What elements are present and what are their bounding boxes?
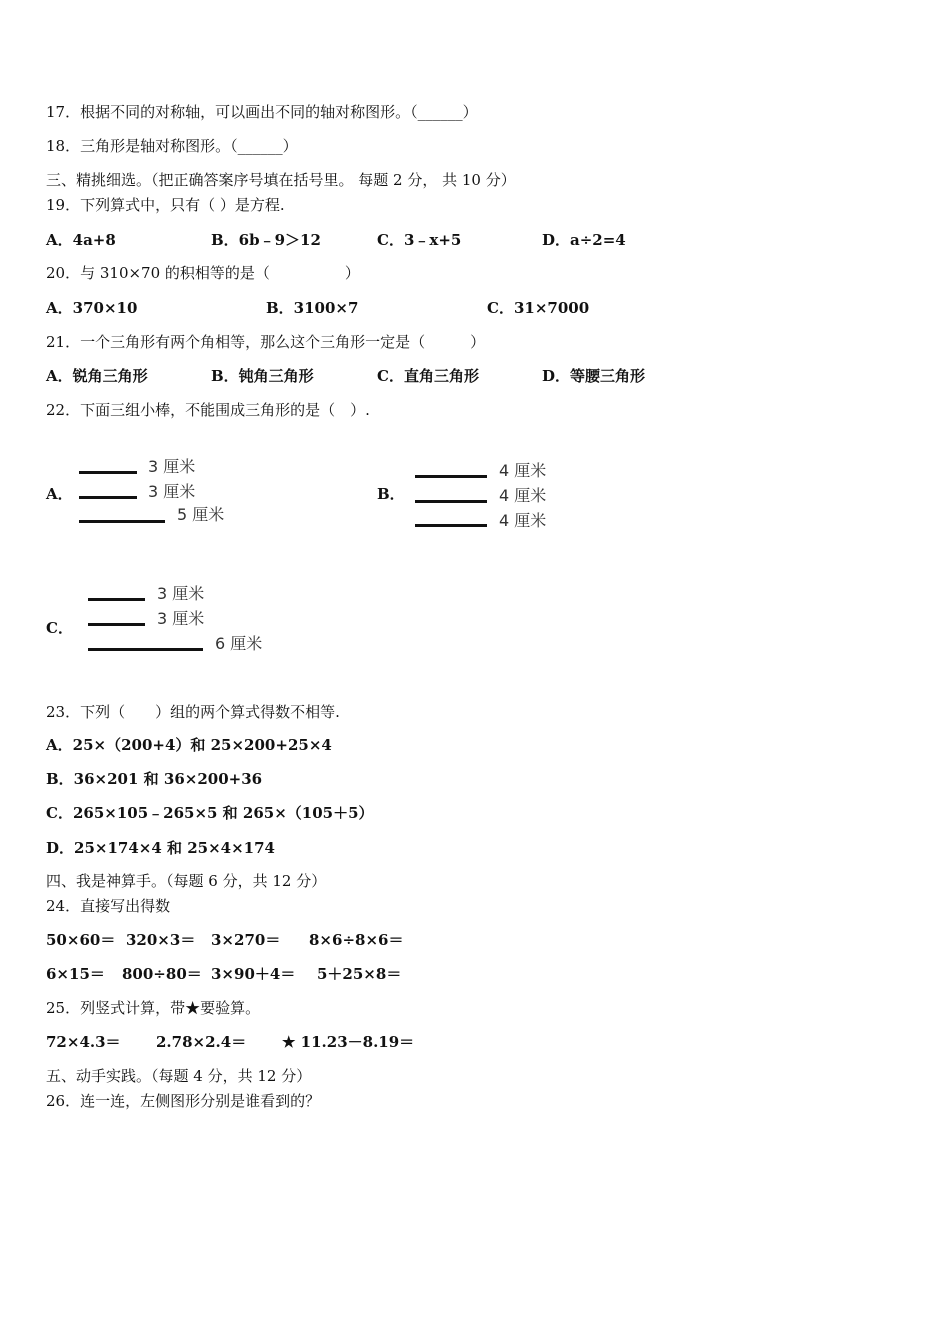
q22-group-c-label: C． bbox=[46, 619, 73, 637]
q20-option-c: C．31×7000 bbox=[487, 299, 590, 317]
q18: 18．三角形是轴对称图形。（______） bbox=[46, 137, 298, 155]
stick-b2 bbox=[415, 500, 487, 503]
stick-c3 bbox=[88, 648, 203, 651]
q19-option-c: C．3﹣x+5 bbox=[377, 231, 462, 249]
stick-c3-label: 6 厘米 bbox=[215, 634, 263, 653]
q25-item-2: 2.78×2.4＝ bbox=[156, 1033, 247, 1051]
q22-group-b-label: B． bbox=[377, 485, 405, 503]
q24-stem: 24．直接写出得数 bbox=[46, 897, 171, 915]
stick-a1-label: 3 厘米 bbox=[148, 457, 196, 476]
stick-a3 bbox=[79, 520, 165, 523]
stick-b3-label: 4 厘米 bbox=[499, 511, 547, 530]
q22-stem: 22．下面三组小棒，不能围成三角形的是（ ）. bbox=[46, 401, 370, 419]
q21-stem: 21．一个三角形有两个角相等，那么这个三角形一定是（ ） bbox=[46, 333, 486, 351]
q25-item-3: ★ 11.23－8.19＝ bbox=[282, 1033, 415, 1051]
q25-stem: 25．列竖式计算，带★要验算。 bbox=[46, 999, 261, 1017]
stick-a1 bbox=[79, 471, 137, 474]
section-5-title: 五、动手实践。（每题 4 分，共 12 分） bbox=[46, 1067, 312, 1085]
q24-r2-3: 3×90＋4＝ bbox=[211, 965, 296, 983]
q20-option-a: A．370×10 bbox=[46, 299, 138, 317]
q24-r1-3: 3×270＝ bbox=[211, 931, 281, 949]
q20-option-b: B．3100×7 bbox=[266, 299, 359, 317]
q23-option-c: C．265×105﹣265×5 和 265×（105＋5） bbox=[46, 804, 374, 822]
q25-item-1: 72×4.3＝ bbox=[46, 1033, 121, 1051]
q24-r2-2: 800÷80＝ bbox=[122, 965, 202, 983]
stick-b3 bbox=[415, 524, 487, 527]
q24-r1-2: 320×3＝ bbox=[126, 931, 196, 949]
stick-a2-label: 3 厘米 bbox=[148, 482, 196, 501]
q21-option-c: C．直角三角形 bbox=[377, 367, 479, 385]
section-4-title: 四、我是神算手。（每题 6 分，共 12 分） bbox=[46, 872, 327, 890]
q24-r2-1: 6×15＝ bbox=[46, 965, 105, 983]
stick-b1-label: 4 厘米 bbox=[499, 461, 547, 480]
section-3-title: 三、精挑细选。（把正确答案序号填在括号里。 每题 2 分， 共 10 分） bbox=[46, 171, 516, 189]
q23-stem: 23．下列（ ）组的两个算式得数不相等. bbox=[46, 703, 340, 721]
stick-c1-label: 3 厘米 bbox=[157, 584, 205, 603]
stick-a3-label: 5 厘米 bbox=[177, 505, 225, 524]
stick-b2-label: 4 厘米 bbox=[499, 486, 547, 505]
stick-c2 bbox=[88, 623, 145, 626]
q21-option-b: B．钝角三角形 bbox=[211, 367, 314, 385]
q26: 26．连一连，左侧图形分别是谁看到的？ bbox=[46, 1092, 321, 1110]
stick-b1 bbox=[415, 475, 487, 478]
q24-r1-4: 8×6÷8×6＝ bbox=[309, 931, 404, 949]
q21-option-a: A．锐角三角形 bbox=[46, 367, 148, 385]
q21-option-d: D．等腰三角形 bbox=[542, 367, 646, 385]
q23-option-b: B．36×201 和 36×200+36 bbox=[46, 770, 263, 788]
q17: 17．根据不同的对称轴，可以画出不同的轴对称图形。（______） bbox=[46, 103, 478, 121]
q24-r2-4: 5＋25×8＝ bbox=[317, 965, 402, 983]
q19-option-b: B．6b﹣9＞12 bbox=[211, 231, 321, 249]
q23-option-d: D．25×174×4 和 25×4×174 bbox=[46, 839, 275, 857]
q19-option-a: A．4a+8 bbox=[46, 231, 116, 249]
q19-option-d: D．a÷2=4 bbox=[542, 231, 626, 249]
stick-c2-label: 3 厘米 bbox=[157, 609, 205, 628]
q22-group-a-label: A． bbox=[46, 485, 73, 503]
q23-option-a: A．25×（200+4）和 25×200+25×4 bbox=[46, 736, 332, 754]
q24-r1-1: 50×60＝ bbox=[46, 931, 116, 949]
stick-a2 bbox=[79, 496, 137, 499]
stick-c1 bbox=[88, 598, 145, 601]
q20-stem: 20．与 310×70 的积相等的是（ ） bbox=[46, 264, 360, 282]
q19-stem: 19．下列算式中，只有（ ）是方程. bbox=[46, 196, 285, 214]
